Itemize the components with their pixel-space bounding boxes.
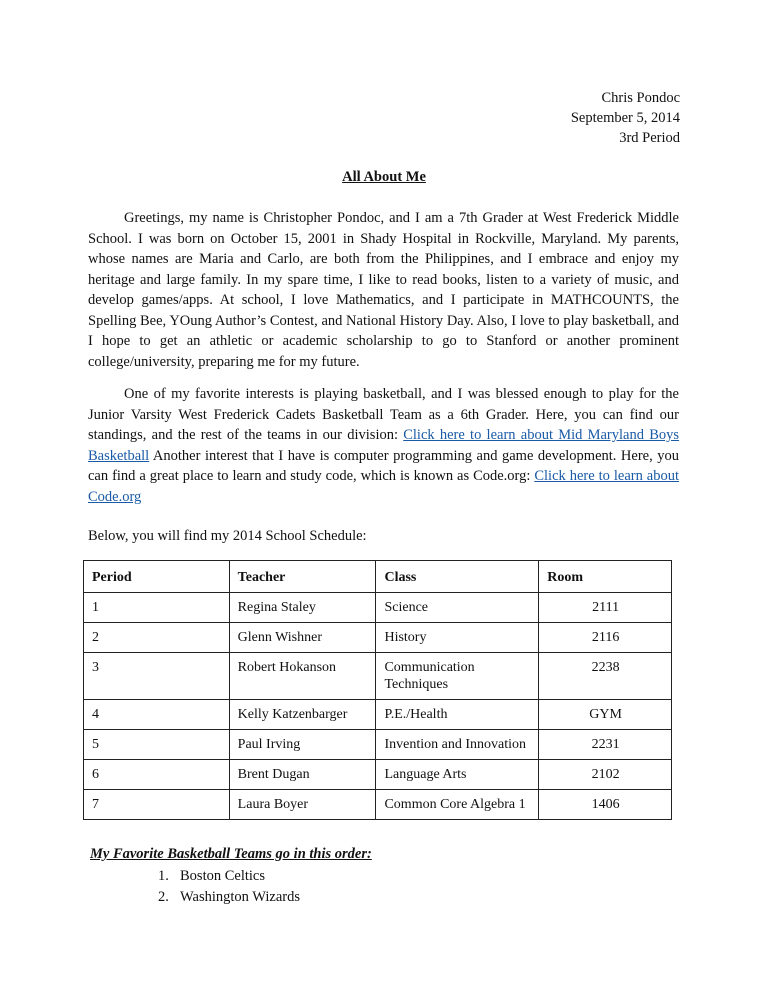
room-cell: 2116 xyxy=(539,623,672,653)
room-cell: 2111 xyxy=(539,593,672,623)
teacher-cell: Kelly Katzenbarger xyxy=(229,700,376,730)
header-class: Class xyxy=(376,561,539,593)
teacher-cell: Laura Boyer xyxy=(229,790,376,820)
schedule-table xyxy=(83,560,672,820)
room-cell: 1406 xyxy=(539,790,672,820)
header-period: Period xyxy=(84,561,230,593)
class-cell: Communication Techniques xyxy=(376,653,539,700)
header-room: Room xyxy=(539,561,672,593)
class-cell: History xyxy=(376,623,539,653)
code-org-link[interactable]: Click here to learn about Code.org xyxy=(88,468,680,505)
document-header xyxy=(571,88,680,148)
schedule-header-row xyxy=(84,561,672,593)
period-cell: 3 xyxy=(84,653,230,700)
class-period: 3rd Period xyxy=(619,130,680,146)
list-item xyxy=(158,866,300,887)
basketball-link[interactable]: Click here to learn about Mid Maryland Boys Basketball xyxy=(88,427,680,464)
room-cell: 2102 xyxy=(539,760,672,790)
intro-paragraph xyxy=(88,208,679,372)
class-cell: Science xyxy=(376,593,539,623)
table-row xyxy=(84,593,672,623)
table-row xyxy=(84,790,672,820)
list-item-label: Boston Celtics xyxy=(180,868,265,884)
document-title: All About Me xyxy=(342,169,426,185)
schedule-intro: Below, you will find my 2014 School Schedule: xyxy=(88,528,367,544)
room-cell: 2238 xyxy=(539,653,672,700)
document-date: September 5, 2014 xyxy=(570,110,680,126)
class-cell: Language Arts xyxy=(376,760,539,790)
list-item-number: 1. xyxy=(158,868,169,884)
list-item xyxy=(158,887,300,908)
list-item-label: Washington Wizards xyxy=(180,889,301,905)
class-cell: P.E./Health xyxy=(376,700,539,730)
teacher-cell: Paul Irving xyxy=(229,730,376,760)
interests-text-1: One of my favorite interests is playing basketball, and I was blessed enough to play for the Junior Varsity West Frederick Cadets Basketball Team as a 6th Grader. Here, you can find our standings, and the rest of the teams in our division: xyxy=(88,386,679,443)
period-cell: 2 xyxy=(84,623,230,653)
class-cell: Invention and Innovation xyxy=(376,730,539,760)
table-row xyxy=(84,760,672,790)
interests-paragraph xyxy=(88,384,679,507)
interests-text-2: Another interest that I have is computer programming and game development. Here, you can find a great place to learn and study code, which is known as Code.org: xyxy=(88,447,679,484)
table-row xyxy=(84,623,672,653)
period-cell: 7 xyxy=(84,790,230,820)
author-name: Chris Pondoc xyxy=(601,90,680,106)
room-cell: GYM xyxy=(539,700,672,730)
teacher-cell: Regina Staley xyxy=(229,593,376,623)
header-teacher: Teacher xyxy=(229,561,376,593)
table-row xyxy=(84,700,672,730)
room-cell: 2231 xyxy=(539,730,672,760)
favorites-list xyxy=(158,866,300,908)
class-cell: Common Core Algebra 1 xyxy=(376,790,539,820)
period-cell: 5 xyxy=(84,730,230,760)
list-item-number: 2. xyxy=(158,889,169,905)
table-row xyxy=(84,730,672,760)
period-cell: 1 xyxy=(84,593,230,623)
teacher-cell: Brent Dugan xyxy=(229,760,376,790)
table-row xyxy=(84,653,672,700)
intro-paragraph-text: Greetings, my name is Christopher Pondoc, and I am a 7th Grader at West Frederick Middle School. I was born on October 15, 2001 in Shady Hospital in Rockville, Maryland. My parents, whose names are Maria and Carlo, are both from the Philippines, and I embrace and enjoy my heritage and large family. In my spare time, I like to read books, listen to a variety of music, and develop games/apps. At school, I love Mathematics, and I participate in MATHCOUNTS, the Spelling Bee, YOung Author’s Contest, and National History Day. Also, I love to play basketball, and I hope to get an athletic or academic scholarship to go to Stanford or another prominent college/university, preparing me for my future. xyxy=(88,210,679,370)
teacher-cell: Glenn Wishner xyxy=(229,623,376,653)
period-cell: 6 xyxy=(84,760,230,790)
period-cell: 4 xyxy=(84,700,230,730)
favorites-title: My Favorite Basketball Teams go in this order: xyxy=(90,846,372,862)
teacher-cell: Robert Hokanson xyxy=(229,653,376,700)
